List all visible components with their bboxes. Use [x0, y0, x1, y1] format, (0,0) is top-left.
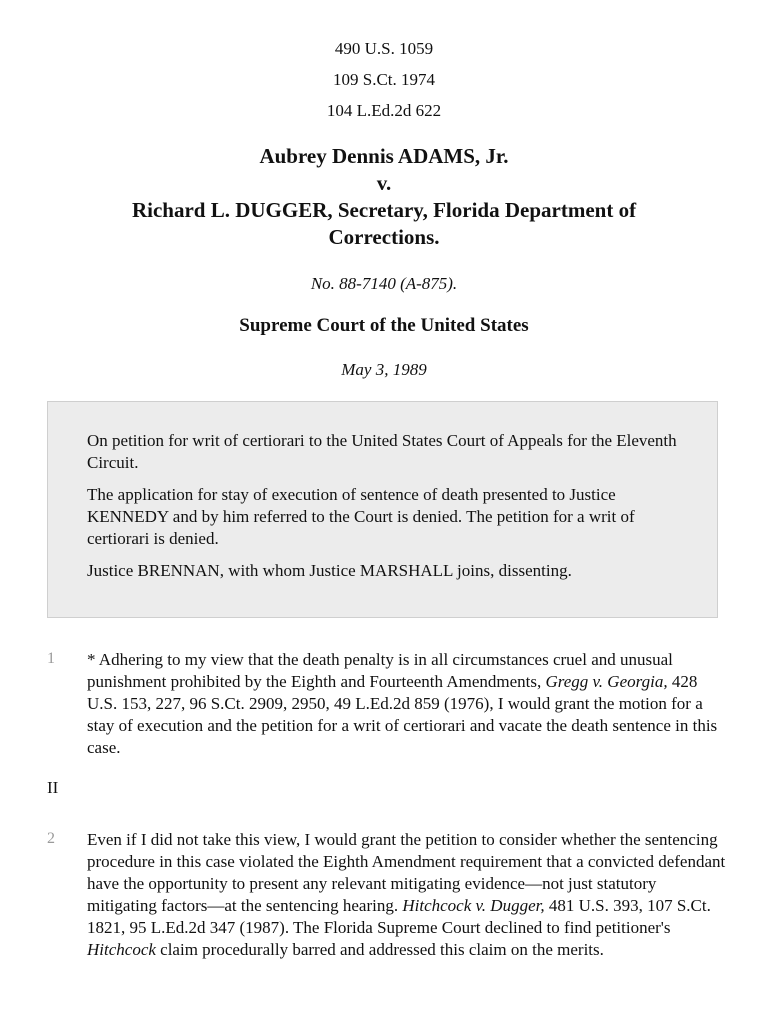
docket-number: No. 88-7140 (A-875).: [310, 274, 458, 293]
opinion-paragraph: [87, 829, 727, 961]
syllabus-paragraph: The application for stay of execution of sentence of death presented to Justice KENNEDY and by him referred to the Court is denied. The petition for a writ of certiorari is denied.: [87, 485, 635, 548]
decision-date: May 3, 1989: [341, 360, 427, 379]
paragraph-text: 428 U.S. 153, 227, 96 S.Ct. 2909, 2950, 49 L.Ed.2d 859 (1976), I would grant the motion for a stay of execution and the petition for a writ of certiorari and vacate the death sentence in this case.: [87, 672, 718, 757]
case-citation: Hitchcock: [87, 940, 156, 959]
respondent-name-line1: Richard L. DUGGER, Secretary, Florida Department of: [131, 198, 637, 222]
petitioner-name: Aubrey Dennis ADAMS, Jr.: [259, 144, 509, 168]
paragraph-text: claim procedurally barred and addressed this claim on the merits.: [155, 940, 604, 959]
syllabus-box: [47, 401, 718, 618]
opinion-paragraph: [87, 649, 727, 759]
case-title: [60, 143, 708, 251]
paragraph-number: 1: [47, 650, 55, 667]
respondent-name-line2: Corrections.: [328, 225, 440, 249]
syllabus-paragraph: Justice BRENNAN, with whom Justice MARSHALL joins, dissenting.: [87, 561, 572, 580]
versus: v.: [376, 171, 392, 195]
paragraph-number: 2: [47, 830, 55, 847]
paragraph-text: 481 U.S. 393, 107 S.Ct. 1821, 95 L.Ed.2d 347 (1987). The Florida Supreme Court declined to find petitioner's: [87, 896, 711, 937]
court-name: Supreme Court of the United States: [239, 315, 529, 336]
syllabus-paragraph: On petition for writ of certiorari to the United States Court of Appeals for the Eleventh Circuit.: [87, 431, 677, 472]
section-marker: II: [47, 778, 59, 797]
citation-led: 104 L.Ed.2d 622: [326, 101, 442, 120]
case-citation: Hitchcock v. Dugger,: [402, 896, 545, 915]
citation-sct: 109 S.Ct. 1974: [332, 70, 436, 89]
citations: [0, 33, 768, 126]
paragraph-text: * Adhering to my view that the death penalty is in all circumstances cruel and unusual punishment prohibited by the Eighth and Fourteenth Amendments,: [87, 650, 673, 691]
citation-us: 490 U.S. 1059: [334, 39, 434, 58]
case-citation: Gregg v. Georgia,: [545, 672, 668, 691]
paragraph-text: Even if I did not take this view, I would grant the petition to consider whether the sentencing procedure in this case violated the Eighth Amendment requirement that a convicted defendant have the opportunity to present any relevant mitigating evidence—not just statutory mitigating factors—at the sentencing hearing.: [87, 830, 726, 915]
